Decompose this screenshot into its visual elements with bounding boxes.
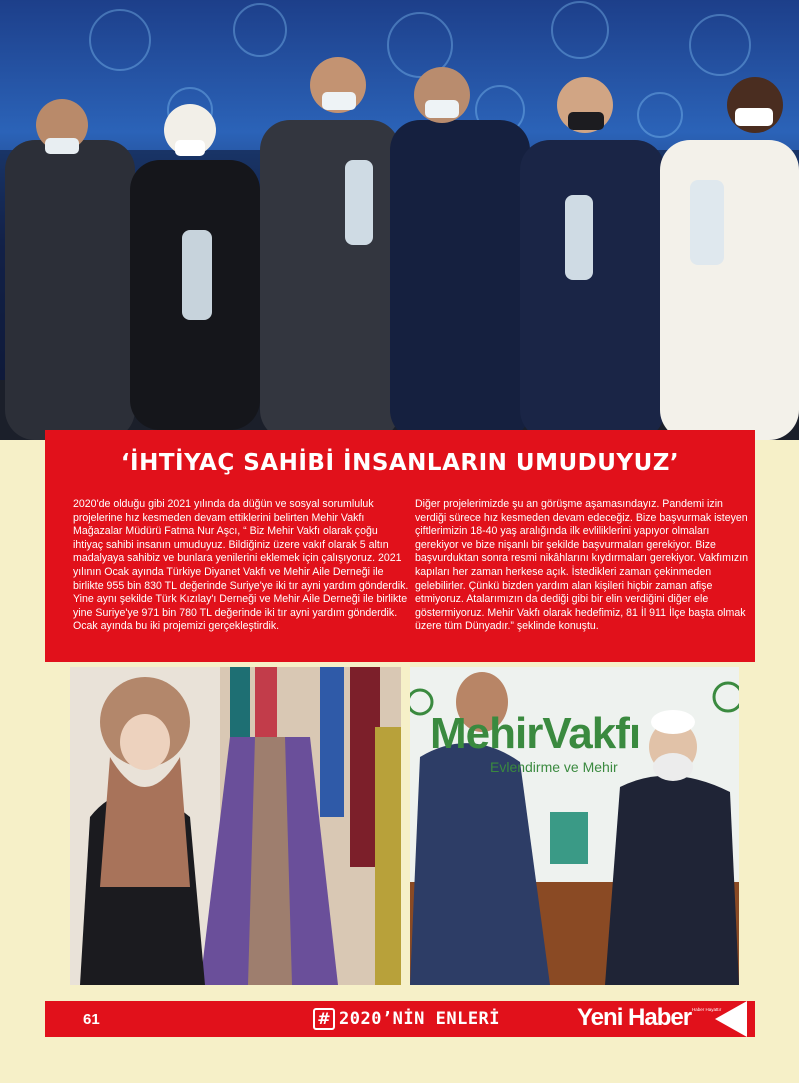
boutique-photo [70,667,401,985]
article-left-column: 2020'de olduğu gibi 2021 yılında da düğün ve sosyal sorumluluk projelerine hız kesmeden devam ettiklerini belirten Mehir Vakfı Mağazalar Müdürü Fatma Nur Aşcı, “ Biz Mehir Vakfı olarak çoğu ihtiyaç sahibi insanın umuduyuz. Bildiğiniz üzere vakıf olarak 5 altın madalyaya sahibiz ve bunlara yenilerini eklemek için çalışıyoruz. 2021 yılının Ocak ayında Türkiye Diyanet Vakfı ve Mehir Aile Derneği ile birlikte 955 bin 830 TL değerinde Suriye'ye iki tır ayni yardım gönderdik. Yine aynı şekilde Türk Kızılay'ı Derneği ve Mehir Aile Derneği ile birlikte yine Suriye'ye 971 bin 780 TL değerinde iki tır ayni yardım gönderdik. Ocak ayında bu iki projemizi gerçekleştirdik. [73,498,409,633]
award-ceremony-image [0,0,799,440]
mehir-vakfi-logo-text: MehirVakfı [430,709,641,758]
hero-photo [0,0,799,440]
article-right-column: Diğer projelerimizde şu an görüşme aşamasındayız. Pandemi izin verdiği sürece hız kesmeden devam edeceğiz. Bize başvurmak isteyen çiftlerimizin 18-40 yaş aralığında ilk evliliklerini yapıyor olmaları gerekiyor ve bize nişanlı bir şekilde başvurmaları gerekiyor. Bize başvurduktan sonra resmi nikâhlarını kıydırmaları gerekiyor. Vakfımızın kapıları her zaman herkese açık. İstedikleri zaman çekinmeden gelebilirler. Çünkü bizden yardım alan kişileri hiçbir zaman afişe etmiyoruz. Atalarımızın da dediği gibi bir elin verdiğini diğer ele göstermiyoruz. Mehir Vakfı olarak hedefimiz, 81 İl 911 İlçe başta olmak üzere tüm Dünyadır.” şeklinde konuştu. [415,498,749,633]
page-number: 61 [83,1011,100,1028]
arrow-icon [715,1001,747,1037]
article-band [45,430,755,662]
section-title: 2020’NİN ENLERİ [339,1009,501,1029]
brand-logo: Yeni Haber [577,1004,692,1031]
mehir-vakfi-logo-sub: Evlendirme ve Mehir [490,759,618,775]
boutique-image [70,667,401,985]
footer-bar [45,1001,755,1037]
handover-photo [410,667,739,985]
brand-tagline: Haber Hayattır [692,1007,722,1012]
hashtag-icon: # [313,1008,335,1030]
article-headline: ‘İHTİYAÇ SAHİBİ İNSANLARIN UMUDUYUZ’ [120,450,680,476]
